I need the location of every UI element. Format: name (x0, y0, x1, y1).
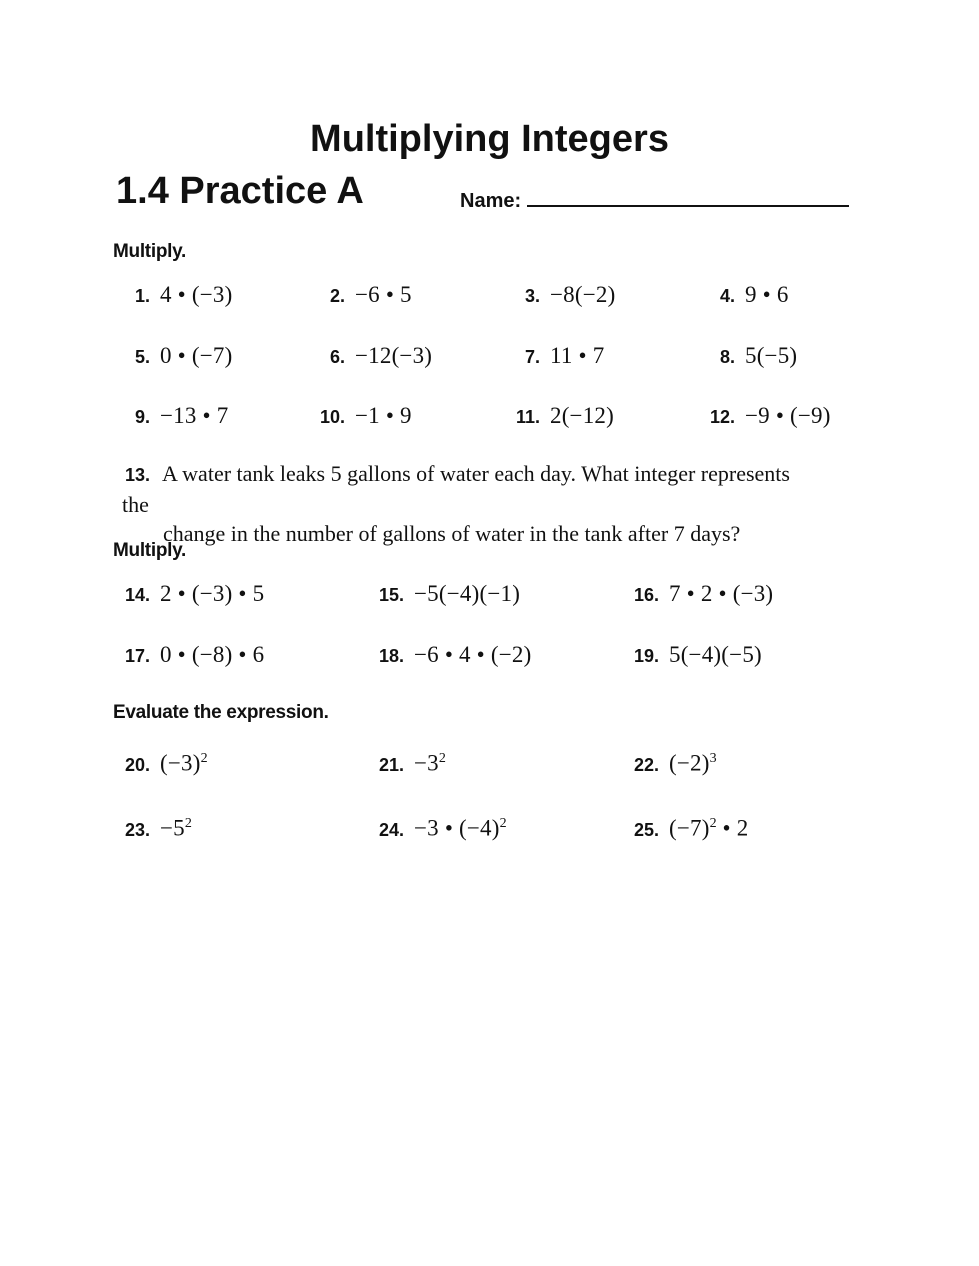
expression-base: −3 (414, 750, 439, 776)
problem-23 (122, 810, 192, 844)
problem-number: 19. (633, 646, 659, 666)
problem-number: 21. (378, 754, 404, 775)
exponent: 2 (200, 751, 208, 766)
exponent: 2 (184, 816, 192, 831)
worksheet-title: Multiplying Integers (310, 118, 669, 160)
expression-base: (−4) (459, 815, 500, 841)
problem-expression: −6 • 4 • (−2) (414, 642, 532, 667)
problem-expression: 11 • 7 (550, 343, 605, 368)
problem-number: 1. (134, 286, 150, 306)
problem-expression: 5(−4)(−5) (669, 642, 762, 667)
problem-expression: −9 • (−9) (745, 403, 831, 428)
problem-number: 13. (124, 465, 150, 485)
problem-25 (631, 810, 748, 844)
expression-base: (−7) (669, 815, 710, 841)
problem-number: 12. (709, 407, 735, 427)
exponent: 2 (438, 751, 446, 766)
problem-number: 8. (719, 347, 735, 367)
problem-number: 22. (633, 754, 659, 775)
problem-19 (631, 641, 762, 670)
problem-2 (317, 281, 412, 310)
problem-4 (707, 281, 789, 310)
problem-11 (512, 402, 614, 431)
problem-expression: −1 • 9 (355, 403, 412, 428)
problem-17 (122, 641, 264, 670)
problem-number: 16. (633, 585, 659, 605)
name-blank-line (527, 186, 849, 207)
section-heading-multiply-2: Multiply. (113, 540, 186, 561)
problem-expression: 2 • (−3) • 5 (160, 581, 265, 606)
word-problem-text: A water tank leaks 5 gallons of water each day. What integer represents the (122, 461, 790, 517)
problem-1 (122, 281, 232, 310)
expression-prefix: −3 • (414, 815, 460, 841)
problem-expression: −6 • 5 (355, 282, 412, 307)
expression-suffix: • 2 (716, 815, 749, 841)
problem-9 (122, 402, 228, 431)
problem-3 (512, 281, 615, 310)
word-problem-line-2: change in the number of gallons of water in the tank after 7 days? (163, 521, 741, 546)
problem-20 (122, 745, 208, 779)
expression-base: −5 (160, 815, 185, 841)
section-heading-multiply: Multiply. (113, 241, 186, 262)
problem-expression: −13 • 7 (160, 403, 229, 428)
problem-22 (631, 745, 717, 779)
problem-18 (376, 641, 531, 670)
problem-number: 10. (319, 407, 345, 427)
problem-number: 3. (524, 286, 540, 306)
exponent: 3 (709, 751, 717, 766)
problem-expression: −5(−4)(−1) (414, 581, 521, 606)
problem-number: 6. (329, 347, 345, 367)
problem-5 (122, 342, 232, 371)
problem-number: 25. (633, 819, 659, 840)
name-label: Name: (460, 190, 522, 212)
worksheet-subtitle: 1.4 Practice A (116, 170, 364, 212)
problem-expression: 5(−5) (745, 343, 798, 368)
problem-expression: 7 • 2 • (−3) (669, 581, 774, 606)
problem-8 (707, 342, 797, 371)
problem-6 (317, 342, 432, 371)
problem-number: 23. (124, 819, 150, 840)
expression-base: (−3) (160, 750, 201, 776)
problem-7 (512, 342, 604, 371)
problem-number: 24. (378, 819, 404, 840)
problem-number: 20. (124, 754, 150, 775)
problem-14 (122, 580, 264, 609)
section-heading-evaluate: Evaluate the expression. (113, 702, 329, 723)
problem-expression: 0 • (−7) (160, 343, 233, 368)
problem-number: 14. (124, 585, 150, 605)
problem-number: 11. (515, 407, 540, 427)
problem-16 (631, 580, 773, 609)
problem-expression: 4 • (−3) (160, 282, 233, 307)
problem-10 (317, 402, 412, 431)
problem-number: 2. (329, 286, 345, 306)
problem-number: 9. (134, 407, 150, 427)
problem-number: 15. (378, 585, 404, 605)
problem-13-word-problem (122, 459, 822, 548)
problem-21 (376, 745, 446, 779)
problem-expression: 2(−12) (550, 403, 614, 428)
problem-number: 7. (524, 347, 540, 367)
problem-expression: 0 • (−8) • 6 (160, 642, 265, 667)
problem-number: 18. (378, 646, 404, 666)
expression-base: (−2) (669, 750, 710, 776)
problem-15 (376, 580, 520, 609)
exponent: 2 (499, 816, 507, 831)
problem-number: 17. (124, 646, 150, 666)
word-problem-line-1 (122, 459, 822, 519)
problem-number: 5. (134, 347, 150, 367)
problem-number: 4. (719, 286, 735, 306)
problem-24 (376, 810, 507, 844)
problem-expression: −12(−3) (355, 343, 433, 368)
name-field (460, 186, 849, 213)
problem-expression: 9 • 6 (745, 282, 789, 307)
problem-12 (707, 402, 831, 431)
problem-expression: −8(−2) (550, 282, 616, 307)
exponent: 2 (709, 816, 717, 831)
